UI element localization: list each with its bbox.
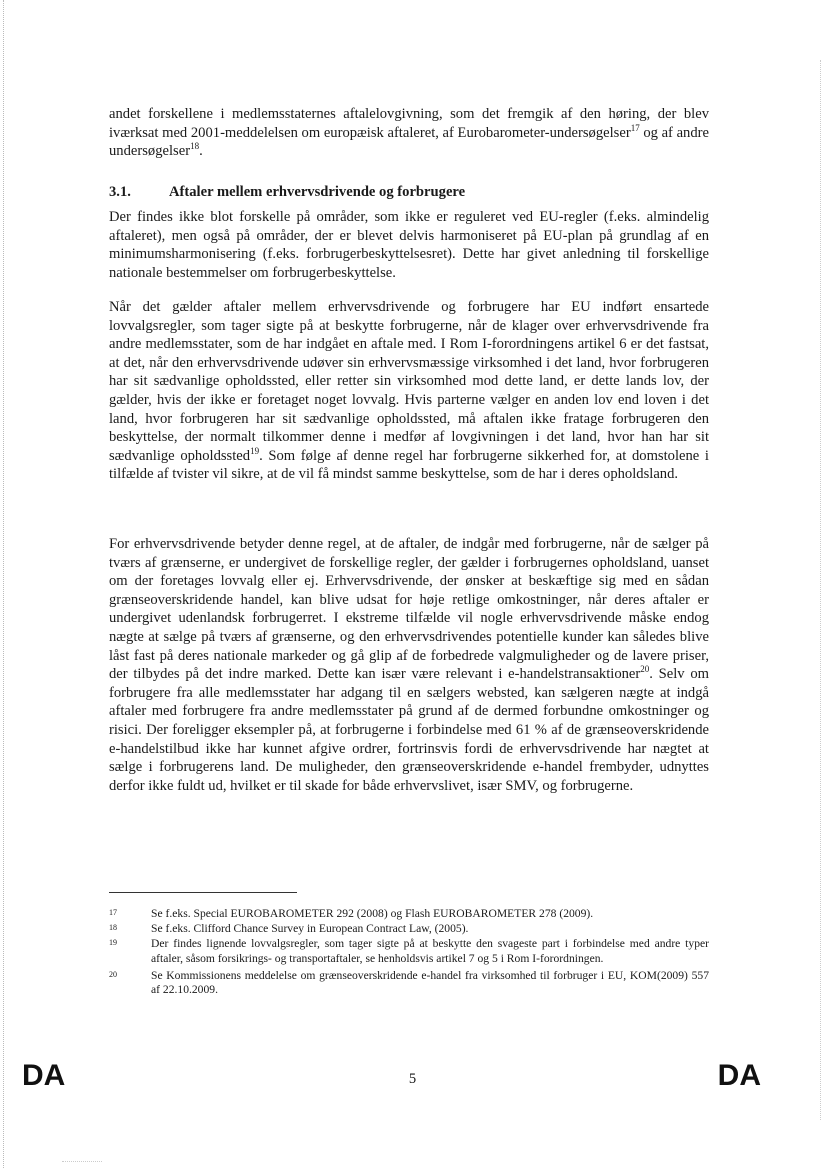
intro-text-part-2: og af andre undersøgelser [109,124,709,160]
footnote-number: 19 [109,938,117,948]
paragraph-2 [109,298,709,484]
footnote-ref-18[interactable]: 18 [190,141,200,152]
paragraph-2-text-part-2: . Som følge af denne regel har forbrugerne sikkerhed for, at domstolene i tilfælde af tvister vil sikre, at de vil få mindst samme beskyttelse, som de har i deres opholdsland. [109,447,709,483]
footnote-separator [109,892,297,893]
page-number: 5 [408,1071,417,1087]
section-title: Aftaler mellem erhvervsdrivende og forbrugere [169,184,466,200]
language-code-right: DA [717,1059,761,1092]
section-number: 3.1. [109,184,131,200]
footnote-number: 17 [109,908,117,917]
scan-edge-right [820,60,821,1120]
paragraph-3-text-part-1: For erhvervsdrivende betyder denne regel, at de aftaler, de indgår med forbrugerne, når de sælger på tværs af grænserne, er undergivet de forskellige regler, der gælder i forbrugernes opholdsland, uanset om der foretages lovvalg eller ej. Erhvervsdrivende, der ønsker at beskæftige sig med en sådan grænseoverskridende handel, kan blive udsat for høje retlige omkostninger, når deres aftaler er undergivet udenlandsk forbrugerret. I ekstreme tilfælde vil nogle erhvervsdrivende måske endog nægte at sælge på tværs af grænserne, og den erhvervsdrivendes potentielle kunder kan således blive låst fast på deres nationale markeder og gå glip af de forbedrede valgmuligheder og de lavere priser, der tilbydes på det indre marked. Dette kan især være relevant i e-handelstransaktioner [109,536,709,683]
language-code-left: DA [22,1059,66,1092]
footnotes-list [109,907,709,998]
scan-edge-left [3,0,4,1168]
footnote-20 [109,969,709,997]
footnote-19 [109,937,709,965]
footnote-number: 20 [109,969,117,979]
paragraph-1: Der findes ikke blot forskelle på områder, som ikke er reguleret ved EU-regler (f.eks. almindelig aftaleret), men også på områder, der er blevet delvis harmoniseret på EU-plan på grundlag af en minimumsharmonisering (f.eks. forbrugerbeskyttelsesret). Dette har givet anledning til forskellige nationale bestemmelser om forbrugerbeskyttelse. [109,209,709,281]
footnote-text: Der findes lignende lovvalgsregler, som tager sigte på at beskytte den svageste part i forbindelse med andre typer aftaler, såsom forsikrings- og transportaftaler, se henholdsvis artikel 7 og 5 i Rom I-forordningen. [151,937,709,965]
intro-text-part-1: andet forskellene i medlemsstaternes aftalelovgivning, som det fremgik af den høring, der blev iværksat med 2001-meddelelsen om europæisk aftaleret, af Eurobarometer-undersøgelser [109,106,709,141]
footnote-text: Se Kommissionens meddelelse om grænseoverskridende e-handel fra virksomhed til forbruger i EU, KOM(2009) 557 af 22.10.2009. [151,968,709,997]
footnote-ref-20[interactable]: 20 [640,664,650,675]
paragraph-3-text-part-2: . Selv om forbrugere fra alle medlemsstater har adgang til en sælgers websted, kan sælgeren nægte at indgå aftaler med forbrugere fra andre medlemsstater på grund af de dermed forbundne omkostninger og risici. Der foreligger eksempler på, at forbrugerne i forbindelse med 61 % af de grænseoverskridende e-handelstilbud ikke har kunnet afgive ordrer, fortrinsvis fordi de erhvervsdrivende har nægtet at sælge i forbrugerens land. De muligheder, den grænseoverskridende e-handel frembyder, udnyttes derfor ikke fuldt ud, hvilket er til skade for både erhvervslivet, især SMV, og forbrugerne. [109,666,709,794]
section-heading [109,183,709,201]
intro-text-part-3: . [199,143,203,160]
footnote-18 [109,922,709,936]
footnote-text: Se f.eks. Clifford Chance Survey in European Contract Law, (2005). [151,922,469,936]
footnote-text: Se f.eks. Special EUROBAROMETER 292 (2008) og Flash EUROBAROMETER 278 (2009). [151,907,594,920]
scan-artifact-dots [62,1161,102,1162]
footnote-17 [109,907,709,921]
intro-paragraph [109,105,709,161]
paragraph-3 [109,535,709,795]
footnote-ref-19[interactable]: 19 [250,445,260,456]
footnote-number: 18 [109,923,117,933]
paragraph-2-text-part-1: Når det gælder aftaler mellem erhvervsdrivende og forbrugere har EU indført ensartede lovvalgsregler, som tager sigte på at beskytte forbrugerne, når de klager over erhvervsdrivende fra andre medlemsstater, som de har indgået en aftale med. I Rom I-forordningens artikel 6 er det fastsat, at det, når den erhvervsdrivende udøver sin erhvervsmæssige virksomhed i det land, hvor forbrugeren har sit sædvanlige opholdssted, eller retter sin virksomhed mod dette land, er dette lands lov, der gælder, hvis der ikke er foretaget noget lovvalg. Hvis parterne vælger en anden lov end loven i det land, hvor forbrugeren har sit sædvanlige opholdssted, må aftalen ikke fratage forbrugeren den beskyttelse, der normalt tilkommer denne i medfør af lovgivningen i det land, hvor han har sit sædvanlige opholdssted [109,299,709,464]
footnote-ref-17[interactable]: 17 [630,122,640,133]
